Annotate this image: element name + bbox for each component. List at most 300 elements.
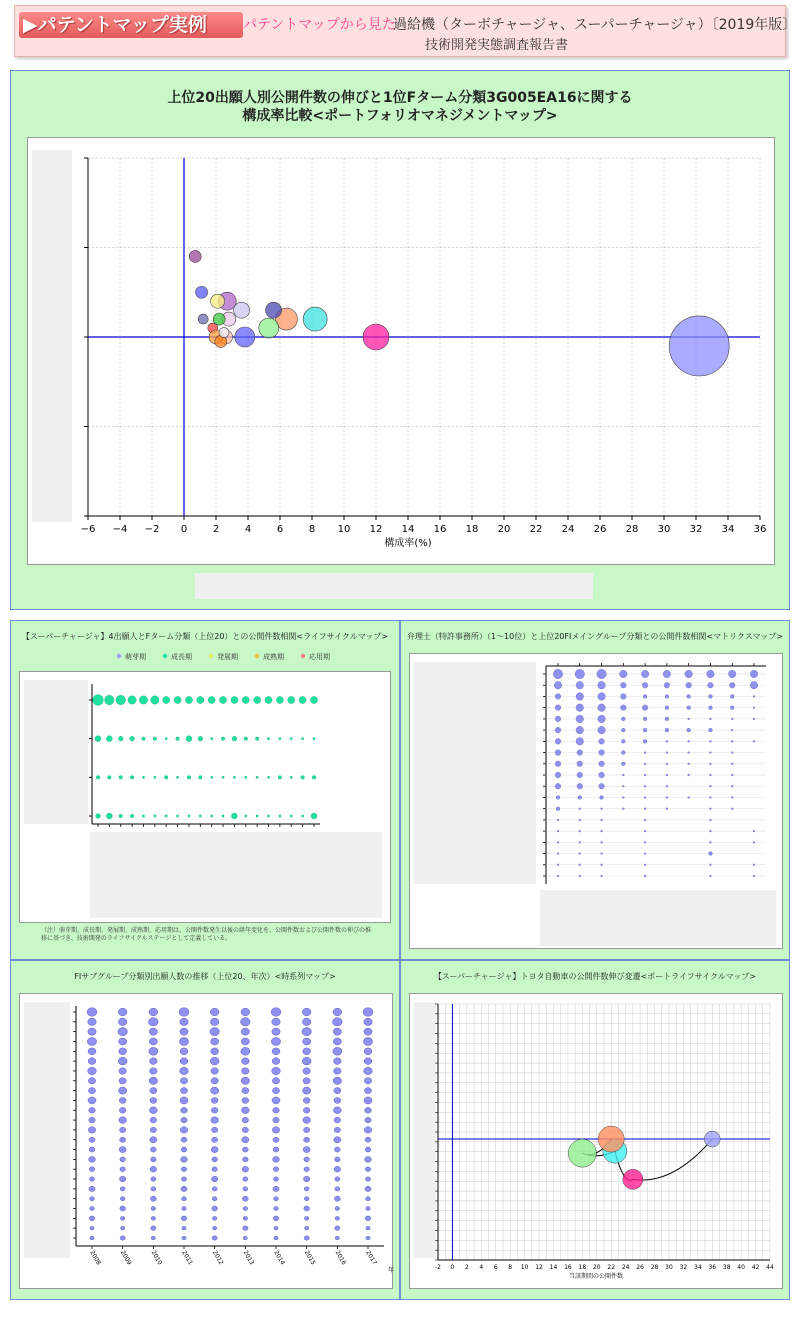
timeseries-bubble	[302, 1018, 311, 1025]
timeseries-bubble	[181, 1186, 187, 1191]
timeseries-bubble	[304, 1187, 309, 1191]
matrix-bubble	[709, 752, 711, 754]
portlife-title: 【スーパーチャージャ】トヨタ自動車の公開件数伸び変遷<ポートライフサイクルマップ>	[433, 972, 757, 981]
lifecycle-bubble	[95, 736, 101, 742]
matrix-bubble	[709, 695, 713, 699]
timeseries-bubble	[334, 1117, 340, 1123]
lifecycle-bubble	[210, 737, 212, 739]
timeseries-x-tick-label: 2017	[364, 1249, 378, 1267]
matrix-bubble	[601, 819, 603, 821]
matrix-bubble	[664, 682, 670, 688]
matrix-bubble	[709, 706, 713, 710]
matrix-bubble	[665, 706, 669, 710]
timeseries-bubble	[119, 1087, 127, 1094]
portlife-x-tick-label: 34	[694, 1264, 702, 1271]
matrix-bubble	[644, 864, 646, 866]
main-bubble	[669, 316, 729, 376]
portlife-x-tick-label: 36	[708, 1264, 717, 1271]
matrix-bubble	[709, 819, 711, 821]
timeseries-bubble	[211, 1107, 218, 1113]
matrix-bubble	[579, 875, 581, 877]
matrix-bubble	[597, 669, 607, 679]
main-chart-title-2: 構成率比較<ポートフォリオマネジメントマップ>	[242, 108, 558, 124]
timeseries-bubble	[90, 1236, 94, 1240]
timeseries-chart	[20, 994, 395, 1288]
timeseries-bubble	[181, 1137, 187, 1142]
main-x-tick-label: 34	[721, 524, 735, 535]
matrix-bubble	[753, 695, 755, 697]
main-x-tick-label: −2	[144, 524, 160, 535]
timeseries-bubble	[90, 1226, 94, 1230]
timeseries-bubble	[302, 1008, 311, 1016]
timeseries-bubble	[211, 1097, 218, 1103]
timeseries-bubble	[150, 1088, 157, 1094]
timeseries-bubble	[334, 1097, 341, 1103]
matrix-bubble	[599, 783, 605, 789]
matrix-bubble	[753, 740, 755, 742]
lifecycle-bubble	[255, 737, 259, 741]
timeseries-bubble	[88, 1028, 96, 1035]
timeseries-bubble	[242, 1127, 248, 1132]
timeseries-bubble	[181, 1107, 188, 1113]
timeseries-bubble	[212, 1167, 217, 1172]
matrix-bubble	[620, 670, 628, 678]
timeseries-bubble	[242, 1147, 248, 1152]
lifecycle-bubble	[174, 696, 181, 703]
matrix-bubble	[709, 774, 711, 776]
page-header	[14, 5, 797, 57]
lifecycle-bubble	[93, 695, 104, 706]
timeseries-bubble	[303, 1097, 310, 1103]
timeseries-title: FIサブグループ分類別出願人数の推移（上位20、年次）<時系列マップ>	[74, 972, 336, 981]
matrix-bubble	[665, 728, 669, 732]
matrix-bubble	[644, 875, 646, 877]
timeseries-x-tick-label: 2010	[149, 1249, 164, 1267]
timeseries-bubble	[335, 1187, 340, 1191]
timeseries-bubble	[303, 1048, 311, 1055]
timeseries-bubble	[243, 1216, 247, 1220]
timeseries-bubble	[364, 1078, 371, 1084]
portlife-bubble	[623, 1169, 643, 1189]
lifecycle-bubble	[188, 815, 190, 817]
matrix-bubble	[601, 864, 603, 866]
main-bubble	[303, 307, 327, 331]
lifecycle-bubble	[313, 737, 315, 739]
portlife-bubble	[598, 1126, 624, 1152]
matrix-bubble	[644, 819, 646, 821]
lifecycle-bubble	[290, 815, 292, 817]
timeseries-bubble	[241, 1008, 250, 1016]
timeseries-bubble	[151, 1226, 156, 1231]
timeseries-bubble	[304, 1206, 310, 1211]
lifecycle-bubble	[290, 737, 292, 739]
portlife-x-tick-label: 40	[737, 1264, 745, 1271]
timeseries-bubble	[365, 1107, 372, 1113]
matrix-bubble	[577, 783, 583, 789]
lifecycle-title: 【スーパーチャージャ】4出願人とFターム分類（上位20）との公開件数相関<ライフサイクルマップ>	[21, 632, 389, 641]
lifecycle-bubble	[105, 695, 115, 705]
timeseries-bubble	[88, 1127, 95, 1133]
matrix-bubble	[644, 774, 646, 776]
timeseries-bubble	[363, 1037, 372, 1045]
timeseries-bubble	[90, 1207, 95, 1211]
timeseries-bubble	[272, 1067, 281, 1075]
timeseries-bubble	[364, 1018, 373, 1025]
main-bubble	[219, 328, 229, 338]
timeseries-bubble	[364, 1067, 373, 1075]
matrix-bubble	[620, 682, 626, 688]
timeseries-bubble	[149, 1058, 157, 1065]
timeseries-bubble	[304, 1216, 308, 1220]
timeseries-bubble	[333, 1038, 341, 1045]
portlife-panel	[400, 960, 790, 1300]
lifecycle-bubble	[142, 776, 144, 778]
matrix-bubble	[557, 819, 559, 821]
timeseries-bubble	[119, 1147, 126, 1153]
matrix-bubble	[709, 852, 713, 856]
timeseries-bubble	[335, 1226, 340, 1231]
lifecycle-bubble	[222, 815, 224, 817]
main-bubble	[198, 314, 208, 324]
lifecycle-bubble	[165, 737, 167, 739]
timeseries-bubble	[119, 1117, 127, 1124]
matrix-bubble	[644, 853, 646, 855]
matrix-bubble	[688, 774, 690, 776]
timeseries-bubble	[303, 1107, 310, 1113]
portlife-x-tick-label: 20	[592, 1264, 601, 1271]
timeseries-bubble	[242, 1088, 249, 1094]
lifecycle-bubble	[245, 815, 247, 817]
timeseries-x-tick-label: 2009	[118, 1249, 133, 1267]
timeseries-bubble	[333, 1008, 342, 1016]
timeseries-bubble	[88, 1097, 96, 1104]
timeseries-bubble	[302, 1057, 311, 1065]
matrix-bubble	[709, 864, 711, 866]
timeseries-bubble	[274, 1226, 278, 1230]
matrix-bubble	[579, 853, 581, 855]
matrix-bubble	[557, 875, 559, 877]
timeseries-bubble	[89, 1117, 95, 1123]
timeseries-bubble	[89, 1156, 96, 1162]
matrix-bubble	[620, 694, 626, 700]
timeseries-bubble	[182, 1236, 186, 1240]
matrix-bubble	[644, 830, 646, 832]
timeseries-bubble	[88, 1088, 95, 1094]
timeseries-bubble	[212, 1197, 217, 1201]
lifecycle-bubble	[199, 815, 201, 817]
portlife-x-tick-label: 0	[450, 1264, 455, 1271]
matrix-bubble	[579, 819, 581, 821]
timeseries-bubble	[149, 1077, 157, 1084]
matrix-bubble	[599, 750, 605, 756]
lifecycle-bubble	[233, 776, 235, 778]
timeseries-x-tick-label: 2012	[210, 1249, 225, 1267]
timeseries-bubble	[149, 1038, 157, 1045]
matrix-bubble	[731, 752, 733, 754]
timeseries-bubble	[180, 1058, 188, 1065]
matrix-bubble	[598, 704, 606, 712]
timeseries-bubble	[273, 1216, 279, 1221]
matrix-bubble	[576, 738, 584, 746]
portlife-bubble	[704, 1131, 720, 1147]
main-bubble	[211, 294, 225, 308]
matrix-bubble	[753, 841, 755, 843]
matrix-bubble	[708, 682, 714, 688]
matrix-bubble	[555, 705, 561, 711]
timeseries-bubble	[151, 1236, 155, 1240]
main-x-tick-label: 2	[212, 524, 220, 535]
lifecycle-bubble	[288, 696, 295, 703]
portlife-x-tick-label: 6	[493, 1264, 498, 1271]
matrix-bubble	[579, 830, 581, 832]
matrix-bubble	[709, 763, 711, 765]
timeseries-bubble	[242, 1068, 249, 1075]
timeseries-bubble	[210, 1018, 219, 1025]
matrix-bubble	[731, 718, 733, 720]
timeseries-bubble	[151, 1216, 155, 1220]
timeseries-bubble	[304, 1127, 310, 1132]
matrix-bubble	[707, 670, 715, 678]
timeseries-bubble	[211, 1078, 218, 1084]
portlife-x-tick-label: 28	[650, 1264, 659, 1271]
lifecycle-legend-label: 萌芽期	[125, 653, 146, 661]
lifecycle-bubble	[278, 776, 282, 780]
lifecycle-bubble	[154, 776, 156, 778]
portlife-x-tick-label: 12	[535, 1264, 543, 1271]
timeseries-bubble	[180, 1097, 188, 1104]
lifecycle-bubble	[198, 736, 203, 741]
timeseries-bubble	[179, 1008, 189, 1017]
timeseries-bubble	[274, 1236, 278, 1240]
timeseries-bubble	[121, 1226, 125, 1230]
lifecycle-bubble	[254, 696, 261, 703]
lifecycle-bubble	[185, 696, 192, 703]
matrix-bubble	[621, 751, 625, 755]
timeseries-bubble	[120, 1157, 126, 1162]
timeseries-bubble	[211, 1048, 219, 1055]
timeseries-bubble	[243, 1177, 248, 1182]
timeseries-bubble	[272, 1078, 279, 1084]
matrix-bubble	[598, 681, 606, 689]
matrix-bubble	[728, 670, 736, 678]
portlife-bubble	[568, 1139, 596, 1167]
timeseries-bubble	[150, 1117, 156, 1123]
matrix-bubble	[666, 774, 668, 776]
matrix-bubble	[576, 681, 584, 689]
timeseries-bubble	[303, 1117, 311, 1124]
main-x-axis-label: 構成率(%)	[384, 538, 432, 549]
timeseries-bubble	[180, 1067, 189, 1075]
portlife-x-tick-label: 14	[549, 1264, 558, 1271]
timeseries-bubble	[365, 1117, 371, 1123]
timeseries-bubble	[90, 1197, 95, 1201]
timeseries-bubble	[333, 1107, 341, 1114]
timeseries-bubble	[211, 1176, 217, 1182]
matrix-panel	[400, 620, 790, 960]
timeseries-bubble	[303, 1147, 310, 1153]
matrix-bubble	[666, 796, 668, 798]
timeseries-bubble	[334, 1137, 341, 1143]
matrix-bubble	[731, 796, 733, 798]
main-chart-title-1: 上位20出願人別公開件数の伸びと1位Fターム分類3G005EA16に関する	[167, 90, 633, 106]
lifecycle-bubble	[197, 696, 204, 703]
matrix-bubble	[578, 796, 582, 800]
timeseries-bubble	[363, 1008, 373, 1017]
main-bubble	[266, 302, 282, 318]
lifecycle-bubble	[299, 696, 306, 703]
matrix-bubble	[687, 695, 691, 699]
lifecycle-box	[19, 671, 391, 923]
matrix-bubble	[601, 853, 603, 855]
matrix-bubble	[555, 694, 561, 700]
portlife-x-tick-label: 38	[722, 1264, 731, 1271]
matrix-bubble	[601, 875, 603, 877]
matrix-bubble	[555, 716, 561, 722]
main-x-tick-label: 26	[593, 524, 607, 535]
lifecycle-bubble	[154, 815, 156, 817]
timeseries-bubble	[242, 1097, 249, 1103]
matrix-bubble	[731, 808, 733, 810]
timeseries-bubble	[366, 1226, 370, 1230]
timeseries-bubble	[88, 1048, 96, 1055]
lifecycle-legend-label: 成熟期	[263, 653, 284, 661]
timeseries-bubble	[333, 1077, 341, 1084]
lifecycle-bubble	[279, 815, 281, 817]
timeseries-bubble	[179, 1037, 188, 1045]
lifecycle-bubble	[96, 814, 101, 819]
lifecycle-bubble	[301, 737, 303, 739]
lifecycle-bubble	[219, 696, 226, 703]
lifecycle-bubble	[245, 776, 247, 778]
main-x-tick-label: 20	[497, 524, 511, 535]
lifecycle-legend	[11, 649, 399, 663]
lifecycle-bubble	[267, 776, 269, 778]
matrix-title: 弁理士（特許事務所）（1～10位）と上位20FIメイングループ分類との公開件数相関<マトリクスマップ>	[406, 632, 784, 641]
timeseries-bubble	[364, 1058, 372, 1065]
lifecycle-panel	[10, 620, 400, 960]
matrix-bubble	[709, 841, 711, 843]
matrix-bubble	[665, 695, 669, 699]
main-x-tick-label: 32	[689, 524, 703, 535]
timeseries-bubble	[182, 1207, 187, 1211]
matrix-bubble	[599, 738, 605, 744]
main-bubble	[363, 324, 389, 350]
lifecycle-bubble	[118, 736, 123, 741]
subtitle-report: 技術開発実態調査報告書	[425, 38, 569, 53]
main-x-tick-label: 30	[657, 524, 671, 535]
matrix-bubble	[576, 693, 584, 701]
matrix-bubble	[557, 853, 559, 855]
timeseries-bubble	[212, 1236, 217, 1240]
matrix-bubble	[598, 726, 606, 734]
timeseries-bubble	[118, 1057, 127, 1065]
portlife-x-tick-label: 16	[564, 1264, 572, 1271]
timeseries-bubble	[150, 1097, 157, 1103]
timeseries-bubble	[119, 1097, 126, 1103]
main-chart-box	[27, 137, 775, 565]
timeseries-bubble	[243, 1187, 248, 1191]
timeseries-bubble	[335, 1236, 339, 1240]
matrix-bubble	[753, 707, 755, 709]
matrix-bubble	[557, 841, 559, 843]
portfolio-chart	[28, 138, 774, 564]
timeseries-bubble	[272, 1048, 280, 1055]
matrix-bubble	[577, 750, 583, 756]
timeseries-bubble	[120, 1206, 126, 1211]
matrix-bubble	[555, 727, 561, 733]
lifecycle-bubble	[256, 815, 258, 817]
timeseries-bubble	[243, 1207, 248, 1211]
matrix-bubble	[709, 830, 711, 832]
matrix-bubble	[621, 739, 625, 743]
timeseries-bubble	[333, 1058, 341, 1065]
matrix-bubble	[709, 808, 711, 810]
timeseries-bubble	[335, 1177, 340, 1182]
main-x-tick-label: 4	[244, 524, 252, 535]
timeseries-bubble	[242, 1196, 248, 1201]
matrix-bubble	[621, 717, 625, 721]
timeseries-bubble	[241, 1028, 249, 1035]
timeseries-bubble	[118, 1028, 127, 1036]
timeseries-bubble	[364, 1088, 371, 1094]
timeseries-bubble	[303, 1087, 311, 1094]
matrix-bubble	[642, 682, 648, 688]
timeseries-bubble	[210, 1028, 219, 1036]
matrix-bubble	[666, 763, 668, 765]
lifecycle-bubble	[108, 776, 112, 780]
timeseries-bubble	[212, 1206, 218, 1211]
portlife-x-tick-label: 18	[578, 1264, 587, 1271]
matrix-bubble	[601, 808, 603, 810]
matrix-bubble	[601, 830, 603, 832]
matrix-bubble	[575, 669, 585, 679]
timeseries-bubble	[305, 1226, 309, 1230]
timeseries-bubble	[273, 1107, 280, 1113]
matrix-bubble	[665, 717, 669, 721]
lifecycle-bubble	[279, 737, 281, 739]
timeseries-bubble	[365, 1177, 370, 1182]
timeseries-bubble	[150, 1137, 157, 1143]
timeseries-bubble	[120, 1187, 125, 1191]
timeseries-bubble	[274, 1197, 279, 1201]
timeseries-bubble	[241, 1058, 249, 1065]
lifecycle-legend-label: 発展期	[217, 653, 238, 661]
matrix-bubble	[753, 830, 755, 832]
matrix-bubble	[750, 670, 758, 678]
matrix-bubble	[729, 682, 735, 688]
timeseries-bubble	[180, 1088, 187, 1094]
matrix-bubble	[709, 718, 711, 720]
timeseries-bubble	[88, 1058, 96, 1065]
timeseries-bubble	[334, 1068, 341, 1075]
main-bubble	[235, 327, 255, 347]
matrix-bubble	[620, 705, 626, 711]
matrix-bubble	[621, 728, 625, 732]
timeseries-bubble	[243, 1226, 248, 1231]
matrix-bubble	[644, 841, 646, 843]
timeseries-bubble	[241, 1038, 249, 1045]
matrix-bubble	[577, 772, 583, 778]
timeseries-bubble	[365, 1186, 371, 1191]
main-legend-area	[195, 573, 593, 599]
portlife-box	[409, 993, 783, 1289]
lifecycle-bubble	[210, 815, 212, 817]
matrix-bubble	[731, 740, 733, 742]
timeseries-bubble	[273, 1167, 278, 1172]
timeseries-bubble	[304, 1236, 309, 1240]
matrix-bubble	[579, 864, 581, 866]
timeseries-bubble	[89, 1137, 95, 1142]
